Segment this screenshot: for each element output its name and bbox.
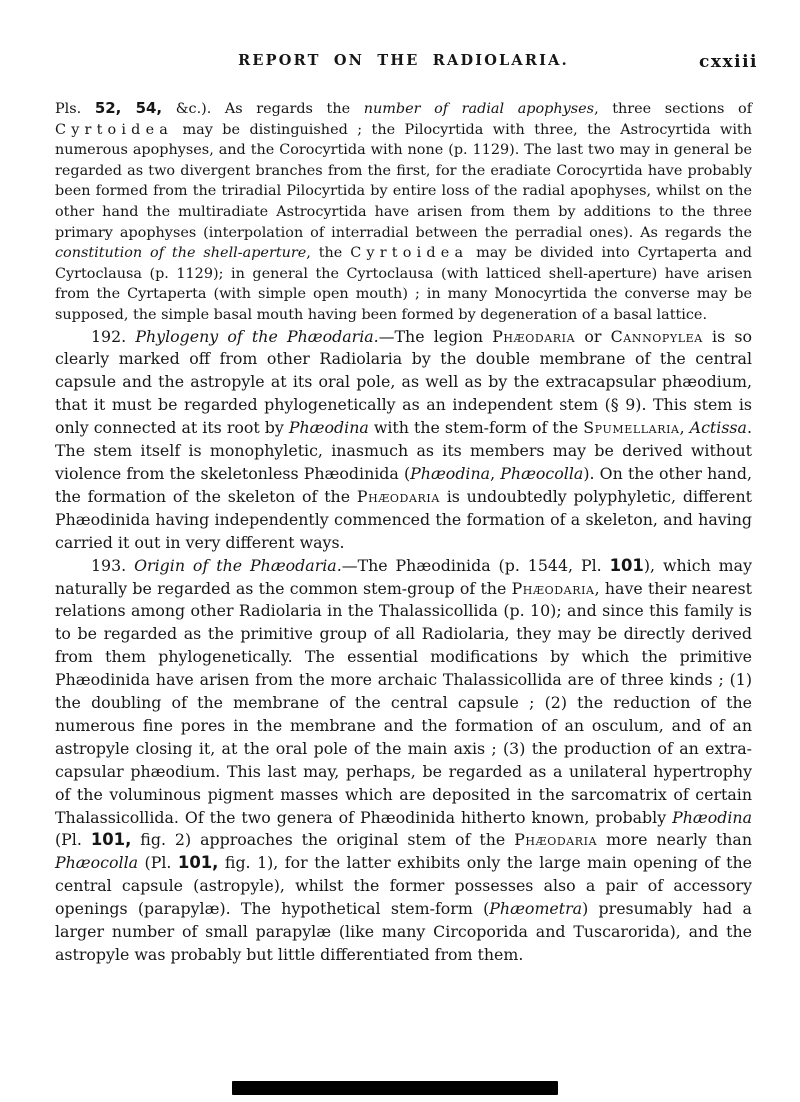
text-segment: Actissa: [689, 418, 747, 438]
text-segment: Phæocolla: [500, 463, 584, 483]
text-segment: ) presumably had a larger number of small parapylæ (like many Circoporida and Tuscarorida), and the astropyle was probably but little differentiated from them.: [55, 899, 752, 964]
text-segment: Cyrtoidea: [350, 245, 469, 262]
page-body: [55, 98, 752, 967]
text-segment: 101,: [177, 853, 219, 873]
text-segment: ). On the other hand, the formation of the skeleton of the: [55, 463, 752, 506]
text-segment: fig. 1), for the latter exhibits only the large main opening of the central capsule (astropyle), whilst the former possesses also a pair of accessory openings (parapylæ). The hypothetical stem-form (: [55, 853, 752, 919]
text-segment: may be divided into Cyrtaperta and Cyrtoclausa (p. 1129); in general the Cyrtoclausa (with latticed shell-aperture) have arisen from the Cyrtaperta (with simple open mouth) ; in many Monocyrtida the converse may be supposed, the simple basal mouth having been formed by degeneration of a basal lattice.: [55, 245, 752, 323]
text-segment: number of radial apophyses: [363, 101, 595, 117]
text-segment: more nearly than: [597, 830, 753, 850]
text-segment: is undoubtedly polyphyletic, different Phæodinida having independently commenced the formation of a skeleton, and having carried it out in very different ways.: [55, 486, 752, 552]
text-segment: Origin of the Phæodaria.: [134, 555, 342, 575]
text-segment: 101: [609, 555, 644, 575]
text-segment: (Pl.: [138, 853, 178, 873]
text-segment: —The legion: [378, 326, 493, 346]
text-segment: , have their nearest relations among other Radiolaria in the Thalassicollida (p. 10); and since this family is to be regarded as the primitive group of all Radiolaria, they may be directly derived from them phylogenetically. The essential modifications by which the primitive Phæodinida have arisen from the more archaic Thalassicollida are of three kinds ; (1) the doubling of the membrane of the central capsule ; (2) the reduction of the numerous fine pores in the membrane and the formation of an osculum, and of an astropyle closing it, at the oral pole of the main axis ; (3) the production of an extra-capsular phæodium. This last may, perhaps, be regarded as a unilateral hypertrophy of the voluminous pigment masses which are deposited in the sarcomatrix of certain Thalassicollida. Of the two genera of Phæodinida hitherto known, probably: [55, 578, 752, 827]
text-segment: or: [575, 326, 611, 346]
paragraph: [55, 98, 752, 326]
text-segment: . The stem itself is monophyletic, inasmuch as its members may be derived without violence from the skeletonless Phæodinida (: [55, 418, 752, 483]
text-segment: Phæodaria: [511, 578, 595, 598]
text-segment: Phæodina: [288, 418, 369, 438]
text-segment: Cyrtoidea: [55, 121, 174, 138]
text-segment: Phæodaria: [514, 830, 598, 850]
text-segment: constitution of the shell-aperture: [55, 245, 307, 262]
text-segment: &c.). As regards the: [162, 101, 364, 117]
text-segment: Phæodina: [672, 807, 752, 827]
text-segment: , three sections of: [594, 101, 753, 117]
text-segment: may be distinguished ; the Pilocyrtida with three, the Astrocyrtida with numerous apophyses, and the Corocyrtida with none (p. 1129). The last two may in general be regarded as two divergent branches from the first, for the eradiate Corocyrtida have probably been formed from the triradial Pilocyrtida by entire loss of the radial apophyses, whilst on the other hand the multiradiate Astrocyrtida have arisen from them by additions to the three primary apophyses (interpolation of interradial between the perradial ones). As regards the: [55, 121, 752, 241]
text-segment: 193.: [91, 555, 135, 575]
page-number: cxxiii: [699, 52, 758, 72]
text-segment: fig. 2) approaches the original stem of the: [131, 830, 515, 850]
text-segment: Phæocolla: [55, 853, 139, 873]
text-segment: Pls.: [55, 101, 95, 117]
text-segment: 52, 54,: [94, 99, 163, 117]
paragraph: [55, 555, 752, 967]
text-segment: ), which may naturally be regarded as the common stem-group of the: [55, 555, 752, 598]
text-segment: 101,: [90, 830, 132, 850]
paragraph: [55, 326, 752, 555]
text-segment: Phæodaria: [356, 486, 440, 506]
text-segment: with the stem-form of the: [368, 418, 584, 438]
scan-artifact-bar: [232, 1081, 558, 1095]
text-segment: ,: [490, 463, 501, 483]
text-segment: ,: [679, 418, 690, 438]
text-segment: , the: [306, 245, 351, 262]
text-segment: Phylogeny of the Phæodaria.: [135, 326, 379, 346]
running-title: REPORT ON THE RADIOLARIA.: [238, 52, 569, 69]
text-segment: Phæodaria: [492, 326, 576, 346]
text-segment: 192.: [91, 326, 136, 346]
page-header: [55, 52, 758, 72]
text-segment: Cannopylea: [610, 326, 703, 346]
text-segment: (Pl.: [55, 830, 91, 850]
text-segment: —The Phæodinida (p. 1544, Pl.: [341, 555, 610, 575]
text-segment: Phæometra: [489, 899, 583, 919]
text-segment: Spumellaria: [583, 418, 680, 438]
text-segment: is so clearly marked off from other Radiolaria by the double membrane of the central capsule and the astropyle at its oral pole, as well as by the extracapsular phæodium, that it must be regarded phylogenetically as an independent stem (§ 9). This stem is only connected at its root by: [55, 326, 752, 438]
text-segment: Phæodina: [410, 463, 491, 483]
